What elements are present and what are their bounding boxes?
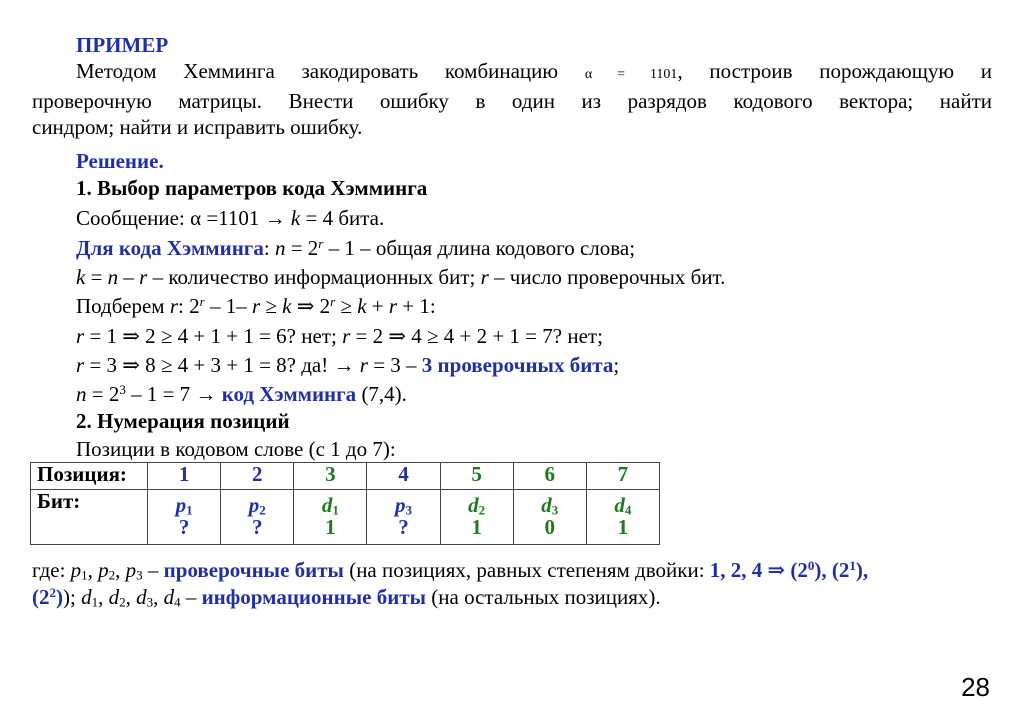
page-number: 28: [961, 672, 990, 702]
solution-heading: Решение.: [76, 149, 164, 173]
hamming-desc: – 1 – общая длина кодового слова;: [328, 236, 636, 260]
pick-g: + 1:: [402, 294, 436, 318]
bit-value: 1: [617, 515, 629, 539]
task-text-1b: , построив порождающую и: [677, 59, 992, 83]
bit-name: $p_1$: [175, 493, 193, 518]
message-alpha: α =1101: [190, 206, 260, 230]
try1: = 1 ⇒ 2 ≥ 4 + 1 + 1 = 6? нет;: [89, 324, 337, 348]
position-cell: [148, 463, 221, 490]
position-cell: [440, 463, 513, 490]
hamming-label: Для кода Хэмминга: [76, 236, 264, 260]
position-cell: [513, 463, 586, 490]
bit-value: ?: [178, 515, 190, 539]
k-eq: =: [90, 265, 103, 289]
row-header-bit: Бит:: [31, 490, 148, 545]
n-b: – 1 = 7 →: [131, 382, 217, 406]
bit-cell: [221, 490, 294, 545]
pick-d: ⇒ 2: [296, 294, 331, 318]
positions-table: [30, 462, 660, 545]
position-4: 4: [398, 462, 409, 486]
hamming-line: Для кода Хэмминга: $n = 2^r - 1$ – общая длина кодового слова;: [76, 235, 636, 260]
try-line-1: r = 1 ⇒ 2 ≥ 4 + 1 + 1 = 6? нет; r = 2 ⇒ 4 ≥ 4 + 2 + 1 = 7? нет;: [76, 324, 603, 348]
task-line-3: синдром; найти и исправить ошибку.: [32, 115, 363, 139]
info-bits-label: информационные биты: [201, 585, 427, 609]
n-a: = 2: [91, 382, 120, 406]
bit-cell: [440, 490, 513, 545]
pick-c: ≥: [265, 294, 277, 318]
task-line-1: [32, 58, 992, 88]
message-rest: = 4 бита.: [305, 206, 385, 230]
position-cell: [586, 463, 659, 490]
check-bits-label: проверочные биты: [163, 558, 344, 582]
position-6: 6: [544, 462, 556, 486]
task-paragraph: [32, 58, 992, 140]
pow0: (2: [790, 558, 808, 582]
bit-value: 1: [325, 515, 336, 539]
position-7: 7: [617, 462, 629, 486]
position-2: 2: [251, 462, 263, 486]
bit-name: $p_3$: [394, 493, 412, 518]
k-minus: –: [123, 265, 134, 289]
n-c: (7,4).: [361, 382, 407, 406]
k-desc: – количество информационных бит;: [152, 265, 476, 289]
position-cell: [221, 463, 294, 490]
position-cell: [367, 463, 440, 490]
pow1: (2: [831, 558, 850, 582]
hamming-code-highlight: код Хэмминга: [221, 382, 357, 406]
note-dash1: –: [147, 558, 159, 582]
note-line-1: где: $p_1$, $p_2$, $p_3$ – проверочные биты (на позициях, равных степеням двойки: 1, 2, 4 ⇒ $(2^0)$, $(2^1)$,: [32, 557, 869, 583]
task-line-2: проверочную матрицы. Внести ошибку в один из разрядов кодового вектора; найти: [32, 89, 992, 113]
bit-cell: [148, 490, 221, 545]
hamming-formula: = 2: [290, 236, 319, 260]
bit-name: $d_4$: [614, 493, 632, 518]
r-desc: – число проверочных бит.: [494, 265, 726, 289]
task-alpha: α = 1101: [584, 67, 678, 82]
check-desc: (на позициях, равных степеням двойки:: [349, 558, 705, 582]
try2: = 2 ⇒ 4 ≥ 4 + 2 + 1 = 7? нет;: [355, 324, 603, 348]
bit-name: $d_1$: [321, 493, 339, 518]
message-k: k: [290, 206, 301, 230]
message-label: Сообщение:: [76, 206, 185, 230]
pick-b: – 1–: [209, 294, 247, 318]
try3b: = 3 –: [373, 353, 417, 377]
positions-caption: Позиции в кодовом слове (с 1 до 7):: [76, 437, 396, 461]
example-heading: ПРИМЕР: [76, 33, 169, 57]
position-1: 1: [178, 462, 190, 486]
powers-list: 1, 2, 4 ⇒: [709, 558, 786, 582]
section1-title: 1. Выбор параметров кода Хэмминга: [76, 176, 428, 200]
bit-cell: [586, 490, 659, 545]
k-line: k = n – r – количество информационных бит; r – число проверочных бит.: [76, 265, 726, 289]
bit-name: $d_3$: [541, 493, 559, 518]
pow2: (2: [32, 585, 50, 609]
note-line-2: $(2^2)$); $d_1$, $d_2$, $d_3$, $d_4$ – информационные биты (на остальных позициях).: [32, 584, 661, 610]
pick-f: +: [371, 294, 384, 318]
position-3: 3: [325, 462, 336, 486]
bit-value: 0: [544, 515, 556, 539]
position-cell: [294, 463, 367, 490]
note-dash2: –: [185, 585, 197, 609]
bit-cell: [294, 490, 367, 545]
message-line: [76, 205, 384, 231]
pick-a: : 2: [178, 294, 200, 318]
row-header-position: Позиция:: [31, 463, 148, 490]
table-row-positions: [31, 463, 660, 490]
bit-cell: [513, 490, 586, 545]
note-where: где:: [32, 558, 66, 582]
info-desc: (на остальных позициях).: [431, 585, 661, 609]
pick-label: Подберем: [76, 294, 165, 318]
arrow-icon: →: [264, 206, 286, 230]
table-row-bits: [31, 490, 660, 545]
bit-value: ?: [251, 515, 263, 539]
section2-title: 2. Нумерация позиций: [76, 409, 290, 433]
pick-line: Подберем r: 2$^r$ – 1– r ≥ k ⇒ 2$^r$ ≥ k + r + 1:: [76, 293, 436, 318]
try3a: = 3 ⇒ 8 ≥ 4 + 3 + 1 = 8? да! →: [89, 353, 355, 377]
task-text-1a: Методом Хемминга закодировать комбинацию: [76, 59, 559, 83]
bit-value: ?: [398, 515, 409, 539]
pick-e: ≥: [340, 294, 352, 318]
position-5: 5: [471, 462, 482, 486]
check-bits-highlight: 3 проверочных бита: [421, 353, 614, 377]
bit-name: $d_2$: [468, 493, 486, 518]
try-line-2: r = 3 ⇒ 8 ≥ 4 + 3 + 1 = 8? да! → r = 3 – 3 проверочных бита;: [76, 353, 620, 377]
bit-value: 1: [471, 515, 482, 539]
bit-cell: [367, 490, 440, 545]
bit-name: $p_2$: [248, 493, 266, 518]
n-line: $n = 2^3 - 1 = 7$ → код Хэмминга (7,4).: [76, 381, 407, 406]
